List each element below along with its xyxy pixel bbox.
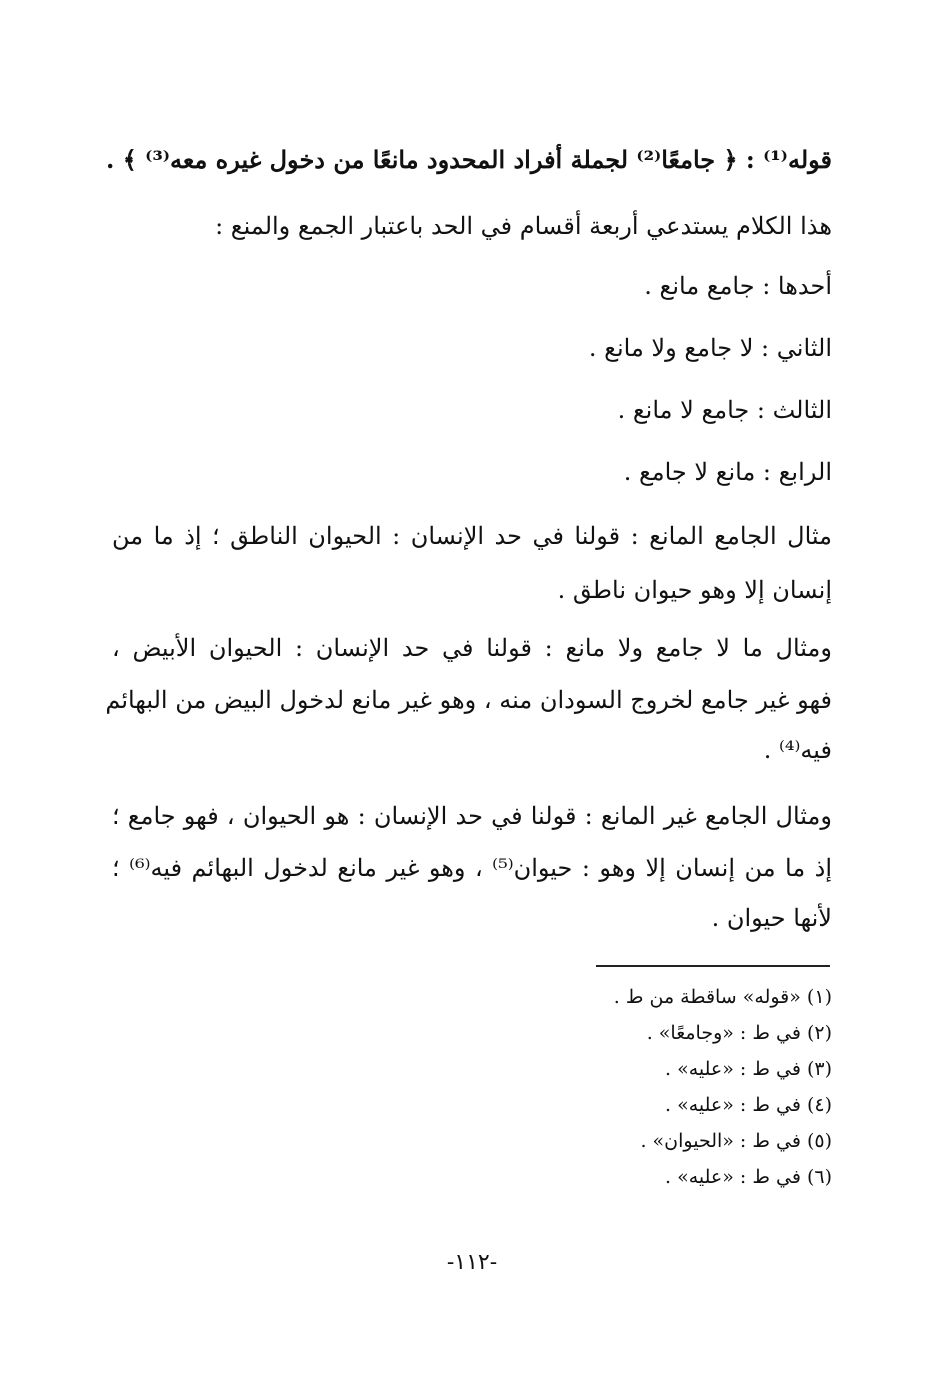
footnote: (٤) في ط : «عليه» . xyxy=(665,1094,832,1116)
list-item: الرابع : مانع لا جامع . xyxy=(623,458,832,486)
paragraph-line: فهو غير جامع لخروج السودان منه ، وهو غير مانع لدخول البيض من البهائم xyxy=(105,686,832,714)
footnote: (٦) في ط : «عليه» . xyxy=(665,1166,832,1188)
paragraph-line: فيه⁽⁴⁾ . xyxy=(763,736,832,764)
paragraph-line: مثال الجامع المانع : قولنا في حد الإنسان : الحيوان الناطق ؛ إذ ما من xyxy=(112,522,832,550)
intro-line: هذا الكلام يستدعي أربعة أقسام في الحد باعتبار الجمع والمنع : xyxy=(215,212,832,240)
list-item: الثاني : لا جامع ولا مانع . xyxy=(588,334,832,362)
footnote: (١) «قوله» ساقطة من ط . xyxy=(613,986,832,1008)
footnote: (٣) في ط : «عليه» . xyxy=(665,1058,832,1080)
paragraph-line: لأنها حيوان . xyxy=(711,904,832,932)
paragraph-line: ومثال ما لا جامع ولا مانع : قولنا في حد الإنسان : الحيوان الأبيض ، xyxy=(112,634,832,662)
page-number: -١١٢- xyxy=(446,1250,498,1275)
footnote: (٥) في ط : «الحيوان» . xyxy=(640,1130,832,1152)
list-item: أحدها : جامع مانع . xyxy=(644,272,832,300)
footnote: (٢) في ط : «وجامعًا» . xyxy=(646,1022,832,1044)
paragraph-line: إنسان إلا وهو حيوان ناطق . xyxy=(557,576,832,604)
paragraph-line: ومثال الجامع غير المانع : قولنا في حد الإنسان : هو الحيوان ، فهو جامع ؛ xyxy=(112,802,832,830)
list-item: الثالث : جامع لا مانع . xyxy=(617,396,832,424)
section-heading: قوله⁽¹⁾ : ﴿ جامعًا⁽²⁾ لجملة أفراد المحدود مانعًا من دخول غيره معه⁽³⁾ ﴾ . xyxy=(106,145,832,174)
paragraph-line: إذ ما من إنسان إلا وهو : حيوان⁽⁵⁾ ، وهو غير مانع لدخول البهائم فيه⁽⁶⁾ ؛ xyxy=(112,854,833,882)
footnote-separator xyxy=(596,965,830,967)
